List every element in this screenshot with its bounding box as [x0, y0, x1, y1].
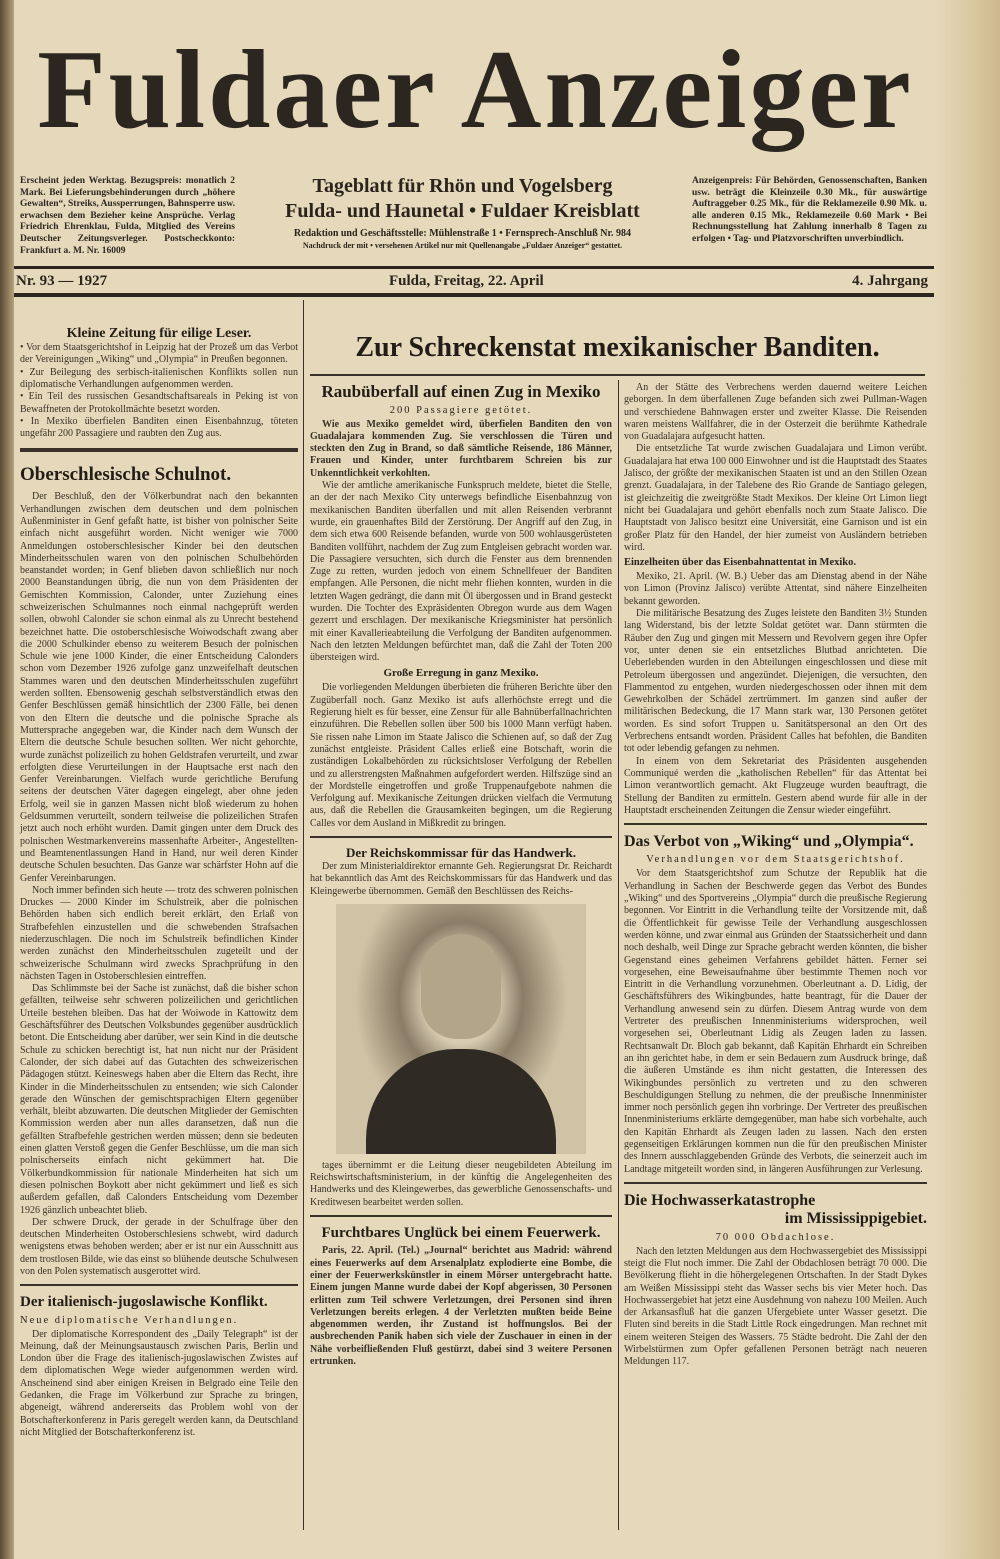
paragraph: Das Schlimmste bei der Sache ist zunächst, daß die bisher schon gefällten, teilweise sehr schweren polizeilichen und gerichtlichen Urteile bestehen bleiben. Das hat der Woiwode in Kattowitz dem Geschäftsführer des Deutschen Volksbundes gegenüber ausdrücklich betont. Die Entscheidung aber darüber, wer sein Kind in die deutsche Schule zu schicken berechtigt ist, hat nun nicht nur der Präsident Calonder, der sich dabei auf das Gutachten des schweizerischen Pädagogen stützt. Keineswegs haben aber die Eltern das Recht, ihre Kinder in die Minderheitsschulen zu entsenden; wie sich Calonder gerade den Wünschen der gemischtsprachigen Eltern gegenüber verhält, bleibt abzuwarten. Die deutschen Mitglieder der Gemischten Kommission werden aber nun alles daransetzen, daß nun die gefällten Strafbefehle gestrichen werden müssen; denn sie bedeuten einen glatten Verstoß gegen die Genfer Beschlüsse, um die man sich polnischerseits einfach nicht gekümmert hat. Die Völkerbundkommission für nationale Minderheiten hat sich um diesen polnischen Boykott aber nicht gekümmert und ließ es sich außerdem gefallen, daß Calonders Entscheidung vom Dezember 1926 gänzlich unbeachtet blieb.: [20, 983, 298, 1216]
schulnot-article: [20, 491, 298, 1278]
raub-subhead: Große Erregung in ganz Mexiko.: [383, 667, 539, 680]
verbot-article: [624, 833, 927, 1176]
divider: [14, 293, 934, 297]
paragraph: Die vorliegenden Meldungen überbieten die früheren Berichte über den Zugüberfall noch. Ganz Mexiko ist aufs allerhöchste erregt und die Regierung hielt es für besser, eine Zensur für alle Bahnüberfallnachrichten einzuführen. Die Rebellen sollen über 500 bis 1000 Mann verfügt haben. Sie rissen nahe Limon im Staate Jalisco die Schienen auf, so daß der Zug zunächst entgleiste. Präsident Calles erließ eine Botschaft, worin die zuständigen Lokalbehörden zu rücksichtsloser Verfolgung der Rebellen und zu allerstrengsten Maßnahmen aufgefordert werden. Hilfszüge sind an der Mordstelle eingetroffen und große Truppenaufgebote nahmen die Verfolgung auf. Mexikanische Zeitungen drücken vielfach die Vermutung aus, daß die Rebellen die Grausamkeiten begingen, um die Regierung Calles vor dem Ausland in Mißkredit zu bringen.: [310, 682, 612, 829]
divider: [310, 1215, 612, 1217]
page-edge-shadow: [0, 0, 14, 1559]
schulnot-title: Oberschlesische Schulnot.: [20, 464, 232, 486]
paragraph: Vor dem Staatsgerichtshof zum Schutze der Republik hat die Verhandlung in Sachen der Beschwerde gegen das Verbot des Bundes „Wiking“ und des Sportvereins „Olympia“ durch die preußische Regierung begonnen. Vor Eintritt in die Verhandlung teilte der Vorsitzende mit, daß die Öffentlichkeit für gewisse Teile der Verhandlung ausgeschlossen werden könne, und zwar einmal aus Gründen der Staatssicherheit und dann noch deshalb, weil Dinge zur Sprache gebracht werden könnten, die bisher Gegenstand eines geheimen Verfahrens gebildet hätten. Ferner sei vorgesehen, eine Beweisaufnahme über bestimmte Themen noch vor Eintritt in die Verhandlung vorzunehmen. Oberleutnant a. D. Lidig, der Geschäftsführers des Wikingbundes, hatte beantragt, für die Dauer der Verhandlung anwesend sein zu dürfen. Diesem Antrag wurde von dem Vertreter des preußischen Innenministeriums widersprochen, weil vorgesehen sei, Oberleutnant Lidig als Zeugen laden zu lassen. Rechtsanwalt Dr. Bloch gab bekannt, daß Kapitän Ehrhardt ein Schreiben an ihn gerichtet habe, in dem er sein Bedauern zum Ausdruck bringe, daß die äußeren Umstände es ihm nicht gestatten, die Interessen des Wikingbundes persönlich zu vertreten und zu den schweren Beschuldigungen Stellung zu nehmen, die der preußische Innenminister immer noch persönlich gegen ihn vorbringe. Der Vertreter des preußischen Innenministeriums erklärte demgegenüber, man habe sich vorbehalte, auch den Kapitän Ehrhardt als Zeugen laden zu lassen. Nach den ersten gegenseitigen Erklärungen kommen nun die für den preußischen Minister des Innern ausschlaggebenden Gründe des Verbots, die seinerzeit auch im Landtage mitgeteilt worden sind, in längeren Ausführungen zur Verlesung.: [624, 868, 927, 1175]
kleine-zeitung-list: [20, 342, 298, 440]
portrait-photo: [336, 904, 586, 1154]
dateline: Fulda, Freitag, 22. April: [389, 273, 544, 289]
volume: 4. Jahrgang: [852, 273, 928, 289]
reichskommissar-body: [310, 861, 612, 898]
column-1: [20, 326, 298, 1439]
hochwasser-article: [624, 1192, 927, 1369]
issue-number: Nr. 93 — 1927: [16, 273, 108, 289]
paragraph: Die entsetzliche Tat wurde zwischen Guadalajara und Limon verübt. Guadalajara hat etwa 100 000 Einwohner und ist die Hauptstadt des Staates Jalisco, der größte der mexikanischen Staaten ist und an den Stillen Ozean grenzt. Guadalajara, in der Talebene des Rio Grande de Santiago gelegen, ist gleichzeitig die zweitgrößte Stadt Mexikos. Der kleine Ort Limon liegt nicht bei Guadalajara und gehört ebenfalls noch zum Staate Jalisco. Die Hauptstadt von Jalisco besitzt eine Universität, eine Garnison und ist ein großer Platz für den Handel, der hier zumeist von Ausländern betrieben wird.: [624, 443, 927, 553]
unglueck-article: [310, 1225, 612, 1368]
paragraph: In einem von dem Sekretariat des Präsidenten ausgehenden Communiqué werden die „katholischen Rebellen“ für das Attentat bei Limon verantwortlich gemacht. Akt Flugzeuge wurden beauftragt, die Stellung der Banditen zu ermitteln. Gestern abend wurde für alle in der Hauptstadt erscheinenden Zeitungen die Zensur wieder eingeführt.: [624, 755, 927, 816]
unglueck-title: Furchtbares Unglück bei einem Feuerwerk.: [321, 1225, 601, 1242]
column-2: [310, 382, 612, 1368]
raub-body: [310, 480, 612, 664]
issue-line: [14, 272, 934, 290]
subscription-info: Erscheint jeden Werktag. Bezugspreis: monatlich 2 Mark. Bei Lieferungsbehinderungen durch „höhere Gewalten“, Streiks, Aussperrungen, Bahnsperre usw. erwachsen dem Bezieher keine Ansprüche. Verlag Friedrich Ehrenklau, Fulda, Mitglied des Vereins Deutscher Zeitungsverleger. Postscheckkonto: Frankfurt a. M. Nr. 16009: [20, 176, 236, 256]
subtitle-line-2: Fulda- und Haunetal • Fuldaer Kreisblatt: [285, 200, 640, 222]
news-brief: • In Mexiko überfielen Banditen einen Eisenbahnzug, töteten ungefähr 200 Passagiere und raubten den Zug aus.: [20, 415, 298, 440]
kleine-zeitung-title: Kleine Zeitung für eilige Leser.: [66, 326, 252, 341]
column-rule: [303, 300, 304, 1530]
news-brief: • Vor dem Staatsgerichtshof in Leipzig hat der Prozeß um das Verbot der Vereinigungen „Wiking“ und „Olympia“ in Preußen begonnen.: [20, 342, 298, 366]
paragraph: Der schwere Druck, der gerade in der Schulfrage über den deutschen Minderheiten Ostoberschlesiens schwebt, wird dadurch wenigstens etwas behoben werden; aber er ist nur ein Ausschnitt aus dem trostlosen Bilde, wie das einst so blühende deutsche Schulwesen von den Polen systematisch ausgerottet wird.: [20, 1216, 298, 1278]
paragraph: Nach den letzten Meldungen aus dem Hochwassergebiet des Mississippi steigt die Flut noch immer. Die Zahl der Obdachlosen beträgt 70 000. Die Bevölkerung flieht in die höhergelegenen Ortschaften. In der Stadt Dykes am Weißen Mississippi steht das Wasser sechs bis vier Meter hoch. Das Hochwassergebiet hat jetzt eine Ausdehnung von nahezu 100 Meilen. Auch der Arkansasfluß hat die ganzen Ufergebiete unter Wasser gesetzt. Die Fluten sind bereits in die Stadt Little Rock eingedrungen. Man rechnet mit einem weiteren Steigen des Wassers. 75 Städte bedroht. Die Zahl der den Wirbelstürmen zum Opfer gefallenen Personen beträgt nach neueren Meldungen 117.: [624, 1245, 927, 1368]
main-headline: Zur Schreckenstat mexikanischer Banditen.: [355, 332, 880, 363]
paragraph: Der Beschluß, den der Völkerbundrat nach den bekannten Verhandlungen zwischen dem deutschen und dem polnischen Außenminister in Genf gefaßt hatte, ist bisher von polnischer Seite einfach nicht ausgeführt worden. Nicht weniger wie 7000 Anmeldungen ostoberschlesischer Kinder bei den deutschen Minderheitsschulen waren von den polnischen Schulbehörden beanstandet worden; in Genf blieben davon schließlich nur noch 2000 Beanstandungen übrig, die nun von dem Präsidenten der Gemischten Kommission, Calonder, unter Zuziehung eines schweizerischen Schulmannes noch einmal nachgeprüft werden sollen, obwohl Calonder sie schon einmal als zu Unrecht bestehend bezeichnet hatte. Die ostoberschlesische Woiwodschaft zwang aber die 2000 Schulkinder ebenso zu weiterem Besuch der polnischen Schule wie jene 1000 Kinder, die einer Entscheidung Calonders schon vom Dezember 1926 zufolge ganz unzweifelhaft deutschen Stammes waren und den deutschen Minderheitsschulen zugeführt werden sollten. Ebensowenig geschah selbstverständlich etwas den Genfer Beschlüssen gemäß hinsichtlich der 2300 Fälle, bei denen von den Eltern die deutsche und die polnische Sprache als Muttersprache angegeben war, die Kinder nach dem Wunsch der Eltern die deutsche Schule besuchen sollten. Wer nicht gehorchte, wurde zunächst polizeilich zu hohen Geldstrafen verurteilt, und zwar erfolgten diese Verurteilungen in der Hauptsache erst nach den Genfer Vereinbarungen. Vielfach wurde gerichtliche Berufung seitens der deutschen Väter dagegen eingelegt, aber ohne jeden Erfolg, weil sie in ganzen Massen nicht bloß wiederum zu hohen Geldsummen verurteilt, sondern teilweise die polizeilichen Strafen jetzt auch noch erhöht wurden. Damit gingen unter dem Druck des polnischen Westmarkenvereins massenhafte Arbeiter-, Angestellten- und Beamtenentlassungen Hand in Hand, nur weil deren Kinder deutsche Schulen besuchten. Das Ganze war schärfster Hohn auf die Genfer Vereinbarungen.: [20, 491, 298, 884]
mexiko-continuation: [624, 382, 927, 817]
reichskommissar-title: Der Reichskommissar für das Handwerk.: [345, 845, 577, 861]
paragraph: Der zum Ministerialdirektor ernannte Geh. Regierungsrat Dr. Reichardt hat bekanntlich das Amt des Reichskommissars für das Handwerk und das Kleingewerbe übernommen. Gemäß den Beschlüssen des Reichs-: [310, 860, 612, 897]
hochwasser-title-2: im Mississippigebiet.: [784, 1210, 927, 1228]
verbot-body: [624, 868, 927, 1175]
paragraph: Mexiko, 21. April. (W. B.) Ueber das am Dienstag abend in der Nähe von Limon (Provinz Jalisco) verübte Attentat, sind nähere Einzelheiten bekannt geworden.: [624, 571, 927, 607]
reichskommissar-body-2: [310, 1160, 612, 1209]
verbot-subtitle: Verhandlungen vor dem Staatsgerichtshof.: [646, 854, 905, 866]
hochwasser-subtitle: 70 000 Obdachlose.: [715, 1231, 836, 1243]
reichskommissar-article: [310, 846, 612, 1209]
konflikt-subtitle: Neue diplomatische Verhandlungen.: [20, 1314, 239, 1326]
unglueck-body: [310, 1245, 612, 1368]
paragraph: Wie aus Mexiko gemeldet wird, überfielen Banditen den von Guadalajara kommenden Zug. Sie verschlossen die Türen und steckten den Zug in Brand, so daß sämtliche Reisende, 186 Männer, Frauen und Kinder, unter furchtbarem Schreien bis zur Unkenntlichkeit verkohlten.: [310, 418, 612, 479]
konflikt-title: Der italienisch-jugoslawische Konflikt.: [20, 1294, 268, 1311]
mexiko-subhead: Einzelheiten über das Eisenbahnattentat in Mexiko.: [624, 557, 856, 569]
news-brief: • Ein Teil des russischen Gesandtschaftsareals in Peking ist von Bewaffneten der Protokollmächte besetzt worden.: [20, 391, 298, 415]
paragraph: tages übernimmt er die Leitung dieser neugebildeten Abteilung im Reichswirtschaftsministerium, in der künftig die Angelegenheiten des Handwerks und des Kleingewerbes, das gewerbliche Genossenschafts- und Kreditwesen bearbeitet werden sollen.: [310, 1159, 612, 1208]
raubueberfall-article: [310, 382, 612, 830]
page-right-margin: [934, 0, 1000, 1559]
paragraph: Noch immer befinden sich heute — trotz des schweren polnischen Druckes — 2000 Kinder im Schulstreik, aber die polnischen Behörden haben sich endlich bereit erklärt, den Erlaß von Strafbefehlen einzustellen und die schwebenden Strafsachen niederzuschlagen. Die noch im Schulstreik befindlichen Kinder werden zunächst den Minderheitsschulen zugeteilt und der schweizerische Schulmann wird zwecks Sprachprüfung in den nächsten Tagen in Ostoberschlesien eintreffen.: [20, 884, 298, 982]
raub-body-2: [310, 682, 612, 830]
divider: [20, 448, 298, 452]
address-line: Redaktion und Geschäftsstelle: Mühlenstraße 1 • Fernsprech-Anschluß Nr. 984: [293, 228, 632, 239]
hochwasser-body: [624, 1246, 927, 1369]
raub-subtitle: 200 Passagiere getötet.: [389, 404, 533, 416]
column-rule: [618, 380, 619, 1530]
verbot-title: Das Verbot von „Wiking“ und „Olympia“.: [624, 833, 914, 851]
divider: [310, 836, 612, 838]
raub-title: Raubüberfall auf einen Zug in Mexiko: [321, 382, 601, 401]
konflikt-article: [20, 1329, 298, 1440]
divider: [624, 1182, 927, 1184]
paragraph: An der Stätte des Verbrechens werden dauernd weitere Leichen geborgen. In dem überfallenen Zuge befanden sich zwei Pullman-Wagen und verschiedene Bahnwagen erster und zweiter Klasse. Die Reisenden waren meistens Wallfahrer, die in der Osterzeit die berühmte Kathedrale von Guadalajara aufgesucht hatten.: [624, 382, 927, 443]
masthead-subtitle: [245, 174, 680, 251]
masthead-title: Fuldaer Anzeiger: [37, 28, 914, 152]
paragraph: Paris, 22. April. (Tel.) „Journal“ berichtet aus Madrid: während eines Feuerwerks auf dem Arsenalplatz explodierte eine Bombe, die einer der Feuerwerkskünstler in einem Mörser untergebracht hatte. Einem jungen Manne wurde dabei der Kopf abgerissen, 30 Personen erlitten zum Teil schwere Verletzungen, drei Personen sind ihren Verletzungen bereits erlegen. 4 der Verletzten mußten beide Beine abgenommen werden, ihr Zustand ist hoffnungslos. Bei der ausbrechenden Panik haben sich viele der Zuschauer in einen in der Nähe vorbeifließenden Fluß gestürzt, dabei sind 3 weitere Personen ertrunken.: [310, 1245, 612, 1367]
advertising-rates: Anzeigenpreis: Für Behörden, Genossenschaften, Banken usw. beträgt die Kleinzeile 0.30 Mk., für auswärtige Auftraggeber 0.25 Mk., für die Reklamezeile 0.90 Mk. u. alle anderen 0.15 Mk., Reklamezeile 0.60 Mark • Bei Rechnungsstellung hat Zahlung innerhalb 8 Tagen zu erfolgen • Tag- und Platzvorschriften unverbindlich.: [692, 176, 927, 244]
divider: [310, 374, 925, 376]
paragraph: Der diplomatische Korrespondent des „Daily Telegraph“ ist der Meinung, daß der Meinungsaustausch zwischen Paris, Berlin und London über die Frage des italienisch-jugoslawischen Zwistes auf dem diplomatischen Wege wieder aufgenommen werden wird. Anscheinend sind aber einigen Kreisen in Belgrado eine Teile den Gedanken, die Frage im Völkerbund zur Sprache zu bringen, abgeneigt, während andererseits das Problem wohl von der Botschafterkonferenz in Paris geregelt werden kann, da Deutschland nicht Mitglied der Botschafterkonferenz ist.: [20, 1328, 298, 1438]
divider: [20, 1284, 298, 1286]
reprint-notice: Nachdruck der mit • versehenen Artikel nur mit Quellenangabe „Fuldaer Anzeiger“ gestattet.: [302, 241, 623, 250]
hochwasser-title-1: Die Hochwasserkatastrophe: [624, 1191, 816, 1209]
paragraph: Die militärische Besatzung des Zuges leistete den Banditen 3½ Stunden lang Widerstand, bis der letzte Soldat getötet war. Dann stürmten die Räuber den Zug und gingen mit Messern und Revolvern gegen ihre Opfer vor, unter denen sie ein entsetzliches Blutbad anrichteten. Die Ueberlebenden wurden in den Abteilungen eingeschlossen und diese mit Petroleum übergossen und angezündet. Diejenigen, die versuchten, den Flammentod zu entgehen, wurden niedergeschossen oder ihnen mit dem Gewehrkolben der Schädel zertrümmert. Im ganzen sind außer der militärischen Bedeckung, die 17 Mann stark war, 130 Personen getötet worden. Es sind sofort Truppen u. Sanitätspersonal an den Ort des Verbrechens entsandt worden. Präsident Calles hat befohlen, die Banditen tot oder lebendig gefangen zu nehmen.: [624, 608, 927, 755]
raub-lead: [310, 419, 612, 480]
news-brief: • Zur Beilegung des serbisch-italienischen Konflikts sollen nun diplomatische Verhandlungen aufgenommen werden.: [20, 366, 298, 390]
paragraph: Wie der amtliche amerikanische Funkspruch meldete, bietet die Stelle, an der der nach Mexiko City unterwegs befindliche Eisenbahnzug von mexikanischen Banditen überfallen und mit allen Reisenden verbrannt wurde, ein grauenhaftes Bild der Zerstörung. Der Angriff auf den Zug, in dem sich etwa 600 Reisende befanden, wurde von 500 wohlausgerüsteten Banditen vollführt, nachdem der Zug zum Entgleisen gebracht worden war. Die Passagiere versuchten, sich durch die Fenster aus dem brennenden Zuge zu retten, wurden jedoch von einem Schnellfeuer der Banditen empfangen. Alle Personen, die nicht mehr fliehen konnten, wurden in die letzten Wagen gedrängt, die dann mit Öl übergossen und in Brand gesteckt wurden. Die Tochter des Expräsidenten Obregon wurde aus dem Wagen gezerrt und erschlagen. Der mexikanische Kriegsminister hat persönlich mit einer Kavallerieabteilung die Verfolgung der Banditen aufgenommen. Nach den letzten Meldungen befürchtet man, daß die Zahl der Toten 200 übersteigen wird.: [310, 480, 612, 664]
subtitle-line-1: Tageblatt für Rhön und Vogelsberg: [312, 175, 613, 197]
divider: [624, 823, 927, 825]
divider: [14, 266, 934, 269]
column-3: [624, 382, 927, 1369]
